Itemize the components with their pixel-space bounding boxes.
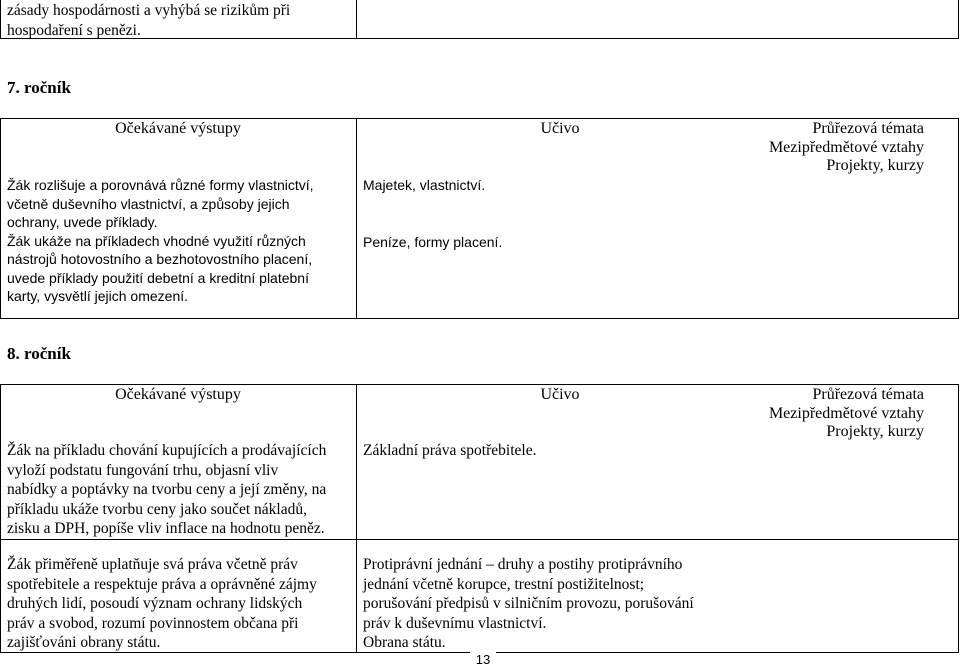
- top-cell-text: zásady hospodárnosti a vyhýbá se rizikům při hospodaření s penězi.: [7, 2, 291, 39]
- grade7-curriculum-item: Majetek, vlastnictví.: [363, 177, 486, 193]
- grade8-row2-curriculum: Protiprávní jednání – druhy a postihy protiprávního jednání včetně korupce, trestní postižitelnost; porušování předpisů v silničním provozu, porušování práv k duševnímu vlastnictví. Obrana státu.: [363, 556, 694, 651]
- grade7-header-cross: Průřezová témata Mezipředmětové vztahy Projekty, kurzy: [768, 120, 924, 174]
- grade8-title: 8. ročník: [7, 344, 71, 363]
- grade8-row1-curriculum: Základní práva spotřebitele.: [363, 442, 537, 459]
- page-number: 13: [470, 652, 496, 668]
- grade7-outcomes: Žák rozlišuje a porovnává různé formy vlastnictví, včetně duševního vlastnictví, a způsoby jejich ochrany, uvede příklady. Žák ukáže na příkladech vhodné využití různých nástrojů hotovostního a bezhotovostního placení, uvede příklady použití debetní a kreditní platební karty, vysvětlí jejich omezení.: [7, 177, 314, 304]
- grade8-header-curriculum: Učivo: [540, 386, 580, 403]
- grade7-header-outcomes: Očekávané výstupy: [115, 120, 241, 137]
- grade8-row2-outcomes: Žák přiměřeně uplatňuje svá práva včetně práv spotřebitele a respektuje práva a oprávněné zájmy druhých lidí, posoudí význam ochrany lidských práv a svobod, rozumí povinnostem občana při zajišťováni obrany státu.: [7, 556, 317, 651]
- grade8-row1-outcomes: Žák na příkladu chování kupujících a prodávajících vyloží podstatu fungování trhu, objasní vliv nabídky a poptávky na tvorbu ceny a její změny, na příkladu ukáže tvorbu ceny jako součet nákladů, zisku a DPH, popíše vliv inflace na hodnotu peněz.: [7, 442, 327, 537]
- grade7-curriculum-item: Peníze, formy placení.: [363, 234, 503, 250]
- grade7-header-curriculum: Učivo: [540, 120, 580, 137]
- grade8-header-cross: Průřezová témata Mezipředmětové vztahy Projekty, kurzy: [768, 386, 924, 440]
- grade7-title: 7. ročník: [7, 78, 71, 97]
- grade8-header-outcomes: Očekávané výstupy: [115, 386, 241, 403]
